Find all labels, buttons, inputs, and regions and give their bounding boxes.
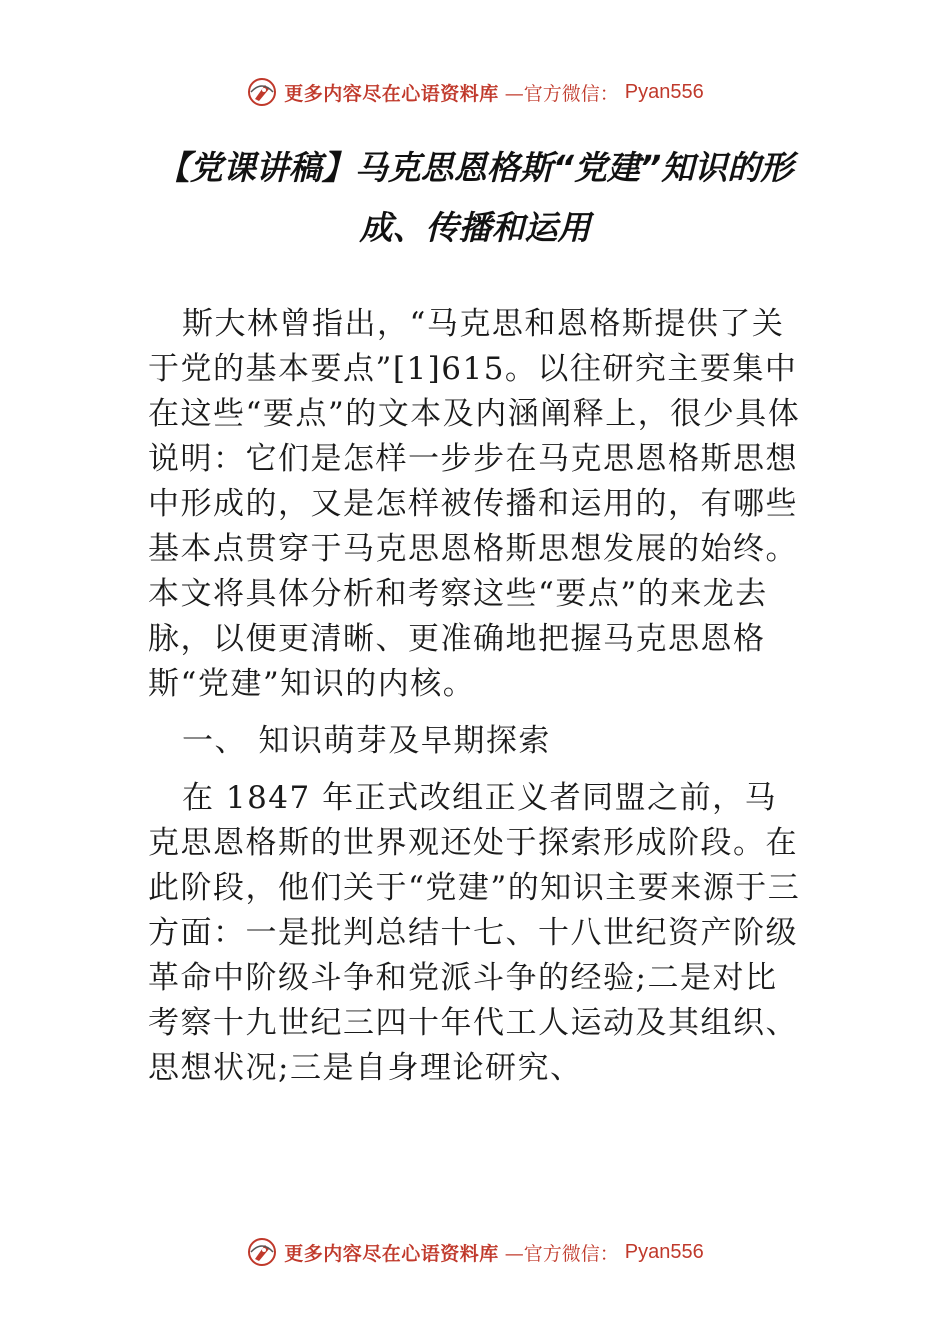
pen-nib-logo-icon [246, 1236, 278, 1268]
watermark-text: 更多内容尽在心语资料库 [284, 82, 499, 105]
watermark-text: 更多内容尽在心语资料库 [284, 1242, 499, 1265]
section-heading: 一、 知识萌芽及早期探索 [182, 723, 551, 759]
section-paragraph: 在 1847 年正式改组正义者同盟之前，马克思恩格斯的世界观还处于探索形成阶段。在此阶段，他们关于“党建”的知识主要来源于三方面：一是批判总结十七、十八世纪资产阶级革命中阶级斗争和党派斗争的经验;二是对比考察十九世纪三四十年代工人运动及其组织、思想状况;三是自身理论研究、 [148, 780, 801, 1086]
header-watermark [0, 72, 950, 112]
pen-nib-logo-icon [246, 76, 278, 108]
watermark-contact-label: —官方微信： [504, 1242, 619, 1265]
footer-watermark [0, 1232, 950, 1272]
watermark-wechat-id: Pyan556 [624, 1240, 704, 1263]
title-line-2: 成、传播和运用 [359, 208, 591, 247]
watermark-wechat-id: Pyan556 [624, 80, 704, 103]
watermark-contact-label: —官方微信： [504, 82, 619, 105]
title-line-1: 【党课讲稿】马克思恩格斯“党建”知识的形 [156, 148, 794, 187]
intro-paragraph: 斯大林曾指出，“马克思和恩格斯提供了关于党的基本要点”[1]615。以往研究主要集中在这些“要点”的文本及内涵阐释上，很少具体说明：它们是怎样一步步在马克思恩格斯思想中形成的，又是怎样被传播和运用的，有哪些基本点贯穿于马克思恩格斯思想发展的始终。本文将具体分析和考察这些“要点”的来龙去脉，以便更清晰、更准确地把握马克思恩格斯“党建”知识的内核。 [148, 306, 801, 702]
document-title [140, 138, 810, 258]
document-body [148, 302, 808, 1091]
